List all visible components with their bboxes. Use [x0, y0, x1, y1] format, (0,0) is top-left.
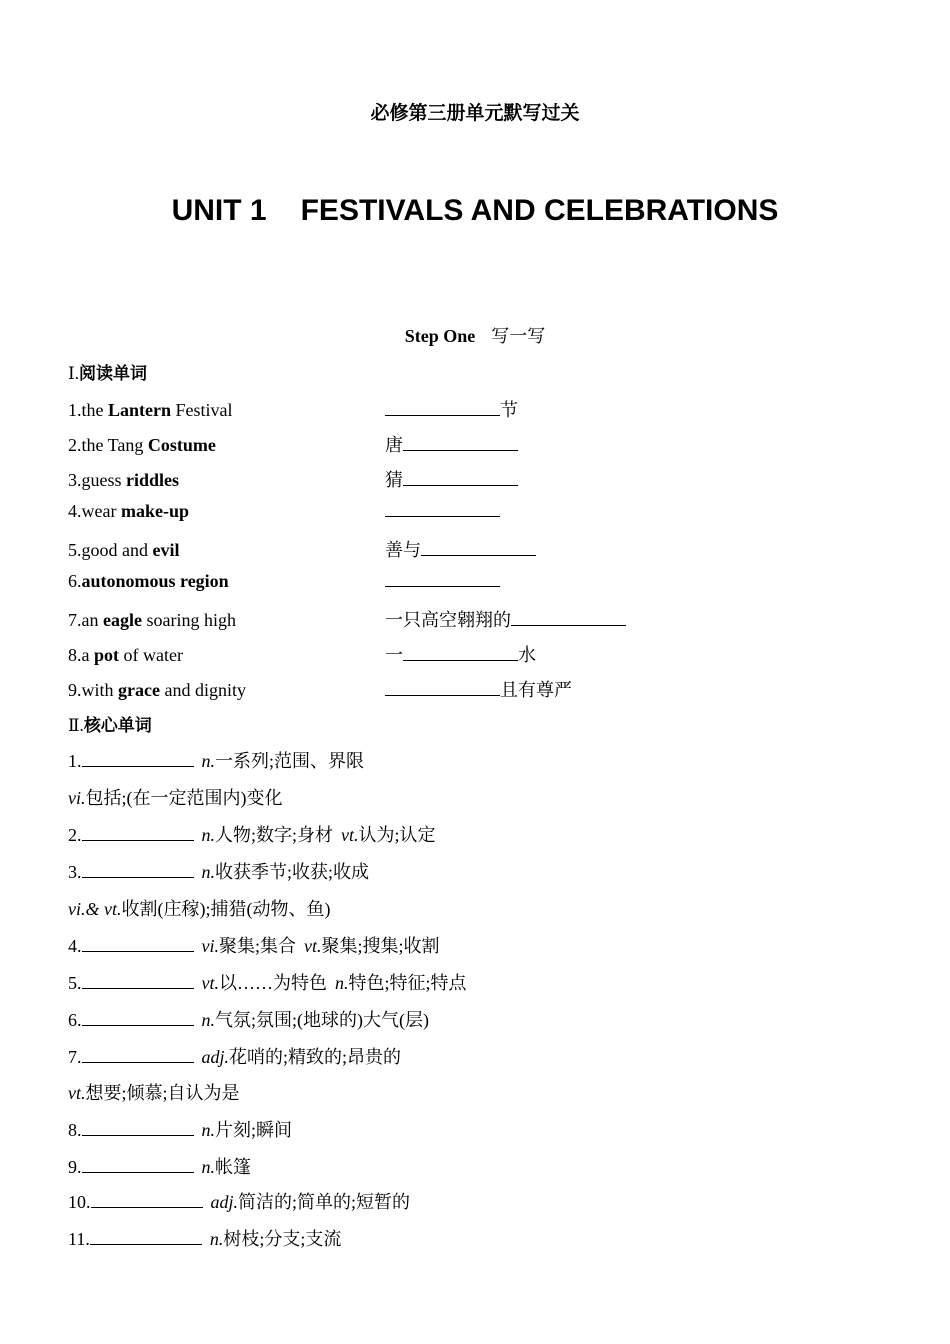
- answer-blank[interactable]: [82, 936, 194, 952]
- item-number: 8.: [68, 1120, 82, 1140]
- phrase-text: soaring high: [141, 610, 236, 630]
- item-number: 4.: [68, 501, 82, 521]
- part-of-speech: adj.: [210, 1192, 239, 1212]
- reading-row: [68, 641, 536, 667]
- core-row: [68, 1225, 341, 1251]
- definition: 花哨的;精致的;昂贵的: [229, 1047, 402, 1067]
- definition: 收获季节;收获;收成: [215, 862, 370, 882]
- core-row: [68, 969, 467, 995]
- phrase-text: Festival: [171, 400, 233, 420]
- item-number: 7.: [68, 1047, 82, 1067]
- core-row-continued: [68, 1079, 240, 1105]
- phrase-text: and dignity: [159, 680, 246, 700]
- answer-blank[interactable]: [385, 400, 500, 416]
- step-en: Step One: [404, 326, 476, 346]
- key-word: pot: [94, 645, 120, 665]
- key-word: Costume: [147, 435, 216, 455]
- definition: 简洁的;简单的;短暂的: [238, 1192, 411, 1212]
- definition: 聚集;集合: [219, 936, 297, 956]
- definition: 帐篷: [215, 1157, 251, 1177]
- item-number: 4.: [68, 936, 82, 956]
- cn-text: 一: [385, 645, 403, 665]
- item-number: 2.: [68, 825, 82, 845]
- phrase-text: the: [81, 400, 108, 420]
- cn-text: 善与: [385, 540, 421, 560]
- section-title: 核心单词: [83, 716, 152, 735]
- item-number: 3.: [68, 862, 82, 882]
- item-number: 3.: [68, 470, 82, 490]
- item-number: 5.: [68, 540, 82, 560]
- item-number: 9.: [68, 680, 82, 700]
- reading-row: [68, 676, 572, 702]
- reading-row: [68, 466, 518, 492]
- answer-blank[interactable]: [82, 973, 194, 989]
- definition: 认为;认定: [358, 825, 436, 845]
- answer-blank[interactable]: [82, 751, 194, 767]
- part-of-speech: n.: [201, 825, 215, 845]
- phrase-text: wear: [81, 501, 121, 521]
- page-header: 必修第三册单元默写过关: [370, 102, 580, 124]
- definition: 片刻;瞬间: [215, 1120, 293, 1140]
- step-cn: 写一写: [491, 326, 546, 346]
- step-heading: [0, 322, 950, 348]
- key-word: Lantern: [108, 400, 171, 420]
- item-number: 5.: [68, 973, 82, 993]
- item-number: 10.: [68, 1192, 91, 1212]
- part-of-speech: vt.: [68, 1083, 86, 1103]
- core-row: [68, 1006, 429, 1032]
- item-number: 2.: [68, 435, 82, 455]
- item-number: 6.: [68, 1010, 82, 1030]
- core-row-continued: [68, 895, 330, 921]
- core-row: [68, 821, 436, 847]
- answer-blank[interactable]: [82, 825, 194, 841]
- item-number: 1.: [68, 751, 82, 771]
- definition: 以……为特色: [219, 973, 327, 993]
- definition: 气氛;氛围;(地球的)大气(层): [215, 1010, 429, 1030]
- answer-blank[interactable]: [421, 540, 536, 556]
- core-row: [68, 858, 369, 884]
- answer-blank[interactable]: [403, 435, 518, 451]
- phrase-text: of water: [119, 645, 183, 665]
- answer-blank[interactable]: [385, 501, 500, 517]
- part-of-speech: n.: [201, 751, 215, 771]
- part-of-speech: n.: [209, 1229, 224, 1249]
- section-roman: Ⅱ.: [68, 716, 84, 735]
- part-of-speech: vi.: [201, 936, 219, 956]
- core-row: [68, 932, 440, 958]
- item-number: 8.: [68, 645, 82, 665]
- section-roman: Ⅰ.: [68, 364, 79, 383]
- phrase-text: the Tang: [81, 435, 148, 455]
- unit-name: FESTIVALS AND CELEBRATIONS: [300, 194, 779, 227]
- cn-text: 一只高空翱翔的: [385, 610, 511, 630]
- key-word: make-up: [120, 501, 189, 521]
- core-row: [68, 1116, 292, 1142]
- key-word: riddles: [126, 470, 180, 490]
- phrase-text: guess: [81, 470, 126, 490]
- part-of-speech: vi.& vt.: [68, 899, 122, 919]
- cn-text: 且有尊严: [500, 680, 572, 700]
- answer-blank[interactable]: [82, 1010, 194, 1026]
- part-of-speech: vt.: [341, 825, 359, 845]
- reading-row: [68, 501, 500, 522]
- core-row: [68, 1153, 251, 1179]
- phrase-text: an: [81, 610, 103, 630]
- key-word: autonomous region: [81, 571, 229, 591]
- core-row-continued: [68, 784, 283, 810]
- cn-text: 唐: [385, 435, 403, 455]
- part-of-speech: n.: [335, 973, 349, 993]
- part-of-speech: n.: [201, 1010, 215, 1030]
- reading-row: [68, 606, 626, 632]
- answer-blank[interactable]: [82, 862, 194, 878]
- cn-text: 猜: [385, 470, 403, 490]
- phrase-text: with: [81, 680, 119, 700]
- answer-blank[interactable]: [511, 610, 626, 626]
- core-row: [68, 1188, 410, 1214]
- answer-blank[interactable]: [385, 680, 500, 696]
- part-of-speech: vt.: [304, 936, 322, 956]
- reading-row: [68, 431, 518, 457]
- answer-blank[interactable]: [82, 1120, 194, 1136]
- part-of-speech: vi.: [68, 788, 86, 808]
- reading-row: [68, 571, 500, 592]
- unit-number: UNIT 1: [171, 194, 267, 227]
- answer-blank[interactable]: [91, 1192, 203, 1208]
- part-of-speech: n.: [201, 1120, 215, 1140]
- answer-blank[interactable]: [385, 571, 500, 587]
- cn-text: 水: [518, 645, 536, 665]
- item-number: 11.: [68, 1229, 90, 1249]
- answer-blank[interactable]: [403, 470, 518, 486]
- part-of-speech: vt.: [201, 973, 219, 993]
- key-word: grace: [118, 680, 160, 700]
- core-row: [68, 747, 364, 773]
- item-number: 6.: [68, 571, 82, 591]
- core-row: [68, 1043, 401, 1069]
- phrase-text: good and: [81, 540, 153, 560]
- definition: 收割(庄稼);捕猎(动物、鱼): [121, 899, 331, 919]
- definition: 包括;(在一定范围内)变化: [85, 788, 283, 808]
- part-of-speech: n.: [201, 1157, 215, 1177]
- item-number: 9.: [68, 1157, 82, 1177]
- section-reading-heading: [68, 359, 147, 384]
- cn-text: 节: [500, 400, 518, 420]
- answer-blank[interactable]: [403, 645, 518, 661]
- key-word: eagle: [103, 610, 142, 630]
- section-core-heading: [68, 711, 152, 736]
- part-of-speech: adj.: [201, 1047, 230, 1067]
- reading-row: [68, 536, 536, 562]
- answer-blank[interactable]: [82, 1157, 194, 1173]
- unit-title: [0, 194, 950, 228]
- definition: 想要;倾慕;自认为是: [85, 1083, 240, 1103]
- item-number: 7.: [68, 610, 82, 630]
- definition: 一系列;范围、界限: [215, 751, 365, 771]
- key-word: evil: [152, 540, 180, 560]
- definition: 人物;数字;身材: [215, 825, 334, 845]
- reading-row: [68, 396, 518, 422]
- phrase-text: a: [81, 645, 94, 665]
- definition: 树枝;分支;支流: [223, 1229, 342, 1249]
- answer-blank[interactable]: [90, 1229, 202, 1245]
- definition: 特色;特征;特点: [348, 973, 467, 993]
- answer-blank[interactable]: [82, 1047, 194, 1063]
- section-title: 阅读单词: [78, 364, 147, 383]
- definition: 聚集;搜集;收割: [321, 936, 440, 956]
- part-of-speech: n.: [201, 862, 215, 882]
- item-number: 1.: [68, 400, 82, 420]
